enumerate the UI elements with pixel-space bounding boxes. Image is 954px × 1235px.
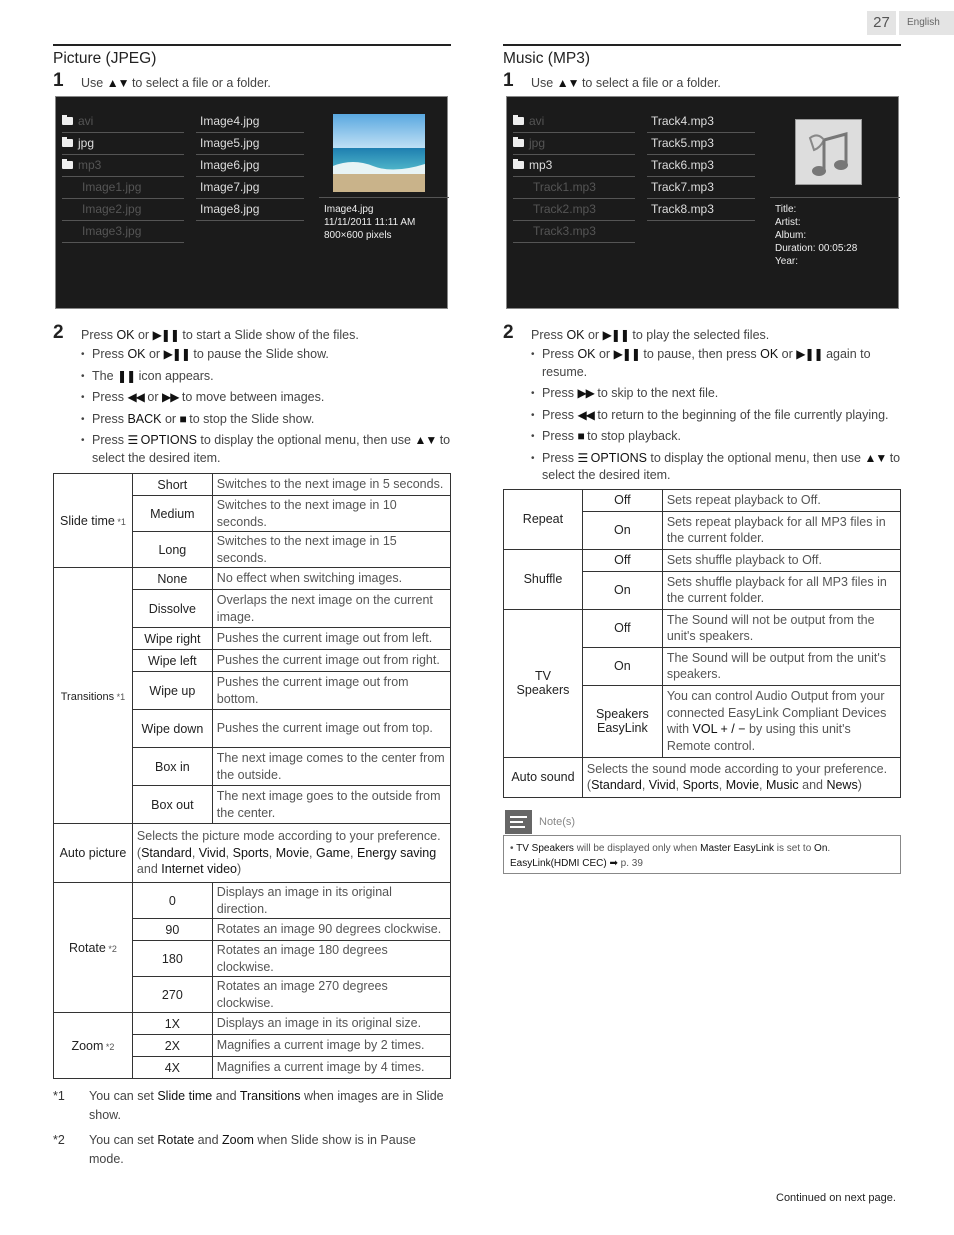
category-label: Repeat xyxy=(522,512,564,526)
key-label: Sports xyxy=(682,778,719,792)
folder-item[interactable] xyxy=(62,133,184,155)
instruction-item xyxy=(531,346,901,381)
info-line: Duration: 00:05:28 xyxy=(775,243,858,254)
info-line: Artist: xyxy=(775,217,801,228)
info-line: 11/11/2011 11:11 AM xyxy=(324,217,416,228)
remote-button-icon: ◀◀ xyxy=(577,407,594,422)
category-label: Auto picture xyxy=(59,846,127,860)
folder-icon xyxy=(62,139,73,147)
step-1 xyxy=(53,70,451,96)
option-value: 180 xyxy=(132,941,212,977)
key-label: Game xyxy=(316,845,351,860)
key-label: Vivid xyxy=(648,778,676,792)
text: to pause, then press xyxy=(639,347,761,361)
option-description: Pushes the current image out from left. xyxy=(212,628,450,650)
text: to select a file or a folder. xyxy=(128,76,271,90)
key-label: News xyxy=(826,778,858,792)
text: Press xyxy=(81,328,117,342)
text: to start a Slide show of the files. xyxy=(178,328,359,342)
text: Press xyxy=(542,347,578,361)
up-down-arrows-icon: ▲▼ xyxy=(106,76,129,90)
page-number-badge: 27 xyxy=(867,11,896,35)
option-description: The next image comes to the center from the outside. xyxy=(212,748,450,786)
option-value: Off xyxy=(582,609,662,647)
text: to play the selected files. xyxy=(628,328,770,342)
option-description: The Sound will not be output from the unit's speakers. xyxy=(662,609,900,647)
category-label: Transitions xyxy=(60,690,115,703)
file-item[interactable]: Image7.jpg xyxy=(196,177,304,199)
option-value: Long xyxy=(132,532,212,568)
option-description: Switches to the next image in 15 seconds. xyxy=(212,532,450,568)
key-label: Music xyxy=(765,778,799,792)
category-label: Shuffle xyxy=(523,572,563,586)
notes-title: Note(s) xyxy=(539,815,576,828)
file-item[interactable]: Track4.mp3 xyxy=(647,111,755,133)
text: to return to the beginning of the file currently playing. xyxy=(593,407,889,422)
instruction-item xyxy=(531,428,901,446)
instruction-item xyxy=(81,368,451,386)
table-row xyxy=(504,549,901,571)
key-label: ➡ xyxy=(609,857,618,869)
folder-icon xyxy=(62,117,73,125)
option-value: Wipe left xyxy=(132,650,212,672)
step-number: 1 xyxy=(53,70,64,91)
folder-icon xyxy=(513,139,524,147)
table-row xyxy=(504,757,901,797)
item-label: Image3.jpg xyxy=(82,224,142,238)
info-line: 800×600 pixels xyxy=(324,230,392,241)
option-category xyxy=(504,609,583,757)
text: will be displayed only when xyxy=(573,842,701,854)
item-label: avi xyxy=(529,114,545,128)
step-text xyxy=(531,328,769,342)
instruction-item xyxy=(81,389,451,407)
step-number: 2 xyxy=(53,322,64,343)
step-number: 1 xyxy=(503,70,514,91)
text: Press xyxy=(92,411,128,426)
key-label: OK xyxy=(127,347,146,361)
up-down-arrows-icon: ▲▼ xyxy=(556,76,579,90)
footnote-ref: *2 xyxy=(105,943,117,954)
text: , xyxy=(675,778,683,792)
option-description: Pushes the current image out from bottom. xyxy=(212,672,450,710)
text: to skip to the next file. xyxy=(593,386,719,400)
item-label: Track1.mp3 xyxy=(533,180,596,194)
option-category xyxy=(54,824,133,883)
option-value: Off xyxy=(582,549,662,571)
continued-label: Continued on next page. xyxy=(776,1192,896,1204)
option-category xyxy=(504,489,583,549)
category-label: TV Speakers xyxy=(516,669,570,697)
footnote-label: *2 xyxy=(53,1133,65,1147)
key-label: EasyLink(HDMI CEC) xyxy=(510,857,610,869)
text: ) xyxy=(237,862,242,877)
text: Selects the sound mode according to your preference. ( xyxy=(586,761,888,792)
panel-divider xyxy=(319,197,449,198)
option-value: 0 xyxy=(132,883,212,919)
option-description: No effect when switching images. xyxy=(212,568,450,590)
option-description: Overlaps the next image on the current image. xyxy=(212,590,450,628)
option-category xyxy=(54,474,133,568)
footnote xyxy=(53,1087,451,1125)
text: to display the optional menu, then use xyxy=(196,433,415,447)
key-label: Movie xyxy=(275,845,310,860)
option-description: Pushes the current image out from right. xyxy=(212,650,450,672)
key-label: Zoom xyxy=(222,1133,254,1147)
text: or xyxy=(145,347,164,361)
remote-button-icon: ☰ xyxy=(577,450,588,465)
option-description: Rotates an image 90 degrees clockwise. xyxy=(212,919,450,941)
option-value: On xyxy=(582,571,662,609)
text: to select the desired item. xyxy=(92,433,451,465)
footnote-label: *1 xyxy=(53,1089,65,1103)
key-label: Standard xyxy=(141,845,192,860)
file-item[interactable]: Image4.jpg xyxy=(196,111,304,133)
key-label: VOL + / − xyxy=(692,722,746,736)
remote-button-icon: ◀◀ xyxy=(127,390,144,404)
beach-thumbnail xyxy=(333,114,425,192)
text: Press xyxy=(92,433,128,447)
text: or xyxy=(143,390,162,404)
music-mp3-section xyxy=(503,44,901,874)
text: or xyxy=(584,328,603,342)
notes-header xyxy=(503,810,901,834)
text: or xyxy=(134,328,153,342)
option-description: Magnifies a current image by 4 times. xyxy=(212,1057,450,1079)
info-line: Album: xyxy=(775,230,807,241)
option-value: Speakers EasyLink xyxy=(582,685,662,757)
item-label: mp3 xyxy=(78,158,102,172)
footnote xyxy=(53,1131,451,1169)
option-value: None xyxy=(132,568,212,590)
step-text xyxy=(81,76,271,90)
key-label: OK xyxy=(577,347,596,361)
text: and xyxy=(136,862,162,877)
item-label: Track3.mp3 xyxy=(533,224,596,238)
option-description xyxy=(662,685,900,757)
text: . xyxy=(827,842,831,854)
text: Press xyxy=(542,429,578,443)
table-row xyxy=(504,609,901,647)
text: when images are in Slide show. xyxy=(89,1089,444,1122)
text: Selects the picture mode according to your preference. ( xyxy=(136,829,441,860)
option-value: 270 xyxy=(132,977,212,1013)
text: to select the desired item. xyxy=(542,450,901,482)
option-description: Switches to the next image in 10 seconds. xyxy=(212,496,450,532)
file-browser-screen xyxy=(506,96,899,309)
option-value: 1X xyxy=(132,1013,212,1035)
text: to select a file or a folder. xyxy=(578,76,721,90)
option-description: Displays an image in its original size. xyxy=(212,1013,450,1035)
text: Press xyxy=(542,450,578,465)
remote-button-icon: ❚❚ xyxy=(117,368,136,383)
key-label: OPTIONS xyxy=(137,433,197,447)
table-row xyxy=(54,883,451,919)
option-value: Wipe up xyxy=(132,672,212,710)
option-value: On xyxy=(582,647,662,685)
text: and xyxy=(212,1089,240,1103)
remote-button-icon: ☰ xyxy=(127,433,138,447)
key-label: Sports xyxy=(232,845,269,860)
info-line: Year: xyxy=(775,256,798,267)
text: Press xyxy=(92,347,128,361)
section-title: Picture (JPEG) xyxy=(53,44,451,72)
text: icon appears. xyxy=(135,368,214,383)
category-label: Auto sound xyxy=(511,770,575,784)
option-value: On xyxy=(582,511,662,549)
item-label: Track2.mp3 xyxy=(533,202,596,216)
option-category xyxy=(504,757,583,797)
file-item[interactable]: Track5.mp3 xyxy=(647,133,755,155)
instruction-item xyxy=(81,432,451,467)
key-label: Standard xyxy=(591,778,642,792)
file-item[interactable]: Image6.jpg xyxy=(196,155,304,177)
key-label: Transitions xyxy=(239,1089,301,1103)
item-label: mp3 xyxy=(529,158,553,172)
table-row xyxy=(54,474,451,496)
step-number: 2 xyxy=(503,322,514,343)
option-category xyxy=(54,568,133,824)
play-pause-icon: ▶❚❚ xyxy=(152,328,179,342)
key-label: Rotate xyxy=(157,1133,195,1147)
step-text xyxy=(531,76,721,90)
ok-key: OK xyxy=(566,328,585,342)
item-label: Image1.jpg xyxy=(82,180,142,194)
text: • xyxy=(510,842,517,854)
text: or xyxy=(595,347,614,361)
key-label: TV Speakers xyxy=(516,842,574,854)
file-item[interactable] xyxy=(62,221,184,243)
text: Press xyxy=(531,328,567,342)
remote-button-icon: ▶▶ xyxy=(577,386,594,400)
option-value: Medium xyxy=(132,496,212,532)
option-category xyxy=(54,883,133,1013)
instruction-item xyxy=(81,346,451,364)
text: Use xyxy=(531,76,557,90)
key-label: BACK xyxy=(127,411,162,426)
text: to stop the Slide show. xyxy=(185,411,315,426)
notes-icon xyxy=(505,810,532,834)
remote-button-icon: ▲▼ xyxy=(414,433,437,447)
step-2 xyxy=(503,322,901,346)
folder-item[interactable] xyxy=(513,155,635,177)
category-label: Zoom xyxy=(71,1038,104,1053)
text: by using this unit's Remote control. xyxy=(666,722,851,753)
option-description: Rotates an image 270 degrees clockwise. xyxy=(212,977,450,1013)
option-value: 4X xyxy=(132,1057,212,1079)
option-value: 90 xyxy=(132,919,212,941)
text: to pause the Slide show. xyxy=(189,347,329,361)
step-2 xyxy=(53,322,451,346)
option-category xyxy=(54,1013,133,1079)
step-1 xyxy=(503,70,901,96)
file-item[interactable] xyxy=(513,199,635,221)
instruction-item xyxy=(81,411,451,429)
text: The xyxy=(92,368,118,383)
table-row xyxy=(54,1013,451,1035)
info-line: Title: xyxy=(775,204,797,215)
option-value: Box in xyxy=(132,748,212,786)
text: and xyxy=(798,778,827,792)
instruction-item xyxy=(531,450,901,485)
key-label: OPTIONS xyxy=(587,450,647,465)
file-item[interactable] xyxy=(62,177,184,199)
remote-button-icon: ▲▼ xyxy=(864,450,887,465)
file-item[interactable] xyxy=(513,177,635,199)
text: again to resume. xyxy=(542,347,871,379)
option-value: 2X xyxy=(132,1035,212,1057)
text: to display the optional menu, then use xyxy=(646,450,865,465)
category-label: Rotate xyxy=(69,940,106,955)
text: ) xyxy=(857,778,862,792)
folder-item[interactable] xyxy=(513,111,635,133)
category-label: Slide time xyxy=(60,513,115,528)
file-item[interactable]: Track6.mp3 xyxy=(647,155,755,177)
option-description: Sets shuffle playback to Off. xyxy=(662,549,900,571)
item-label: jpg xyxy=(529,136,546,150)
footnote-ref: *1 xyxy=(114,516,126,527)
text: You can control Audio Output from your connected EasyLink Compliant Devices with xyxy=(666,689,887,736)
key-label: Energy saving xyxy=(357,845,437,860)
info-line: Image4.jpg xyxy=(324,204,374,215)
instruction-item xyxy=(531,385,901,403)
instruction-list xyxy=(531,346,901,485)
key-label: Slide time xyxy=(157,1089,213,1103)
section-title: Music (MP3) xyxy=(503,44,901,72)
folder-item[interactable] xyxy=(62,155,184,177)
file-browser-screen xyxy=(55,96,448,309)
file-info xyxy=(324,203,415,242)
text: , xyxy=(309,845,316,860)
key-label: On xyxy=(814,842,828,854)
option-description: Magnifies a current image by 2 times. xyxy=(212,1035,450,1057)
notes-body xyxy=(503,835,901,874)
instruction-item xyxy=(531,407,901,425)
footnote-ref: *1 xyxy=(114,691,126,702)
option-description: Sets shuffle playback for all MP3 files in the current folder. xyxy=(662,571,900,609)
option-value: Wipe down xyxy=(132,710,212,748)
file-item[interactable] xyxy=(513,221,635,243)
text: is set to xyxy=(774,842,815,854)
language-badge: English xyxy=(899,11,954,35)
text: , xyxy=(641,778,649,792)
text: Press xyxy=(542,407,578,422)
text: when Slide show is in Pause mode. xyxy=(89,1133,416,1166)
panel-divider xyxy=(770,197,900,198)
option-value: Short xyxy=(132,474,212,496)
option-description: Displays an image in its original direction. xyxy=(212,883,450,919)
key-label: Movie xyxy=(725,778,760,792)
remote-button-icon: ■ xyxy=(577,429,584,443)
folder-icon xyxy=(62,161,73,169)
remote-button-icon: ▶▶ xyxy=(161,390,179,404)
text: Press xyxy=(542,386,578,400)
instruction-list xyxy=(81,346,451,467)
key-label: Internet video xyxy=(161,862,238,877)
option-description: The Sound will be output from the unit's speakers. xyxy=(662,647,900,685)
text: and xyxy=(194,1133,222,1147)
item-label: avi xyxy=(78,114,94,128)
option-value: Wipe right xyxy=(132,628,212,650)
text: , xyxy=(718,778,726,792)
table-row xyxy=(54,568,451,590)
option-description: Sets repeat playback for all MP3 files in the current folder. xyxy=(662,511,900,549)
file-item[interactable]: Image5.jpg xyxy=(196,133,304,155)
text: , xyxy=(225,845,233,860)
step-text xyxy=(81,328,359,342)
option-description: The next image goes to the outside from the center. xyxy=(212,786,450,824)
remote-button-icon: ▶❚❚ xyxy=(796,347,823,361)
remote-button-icon: ▶❚❚ xyxy=(613,347,640,361)
text: Press xyxy=(92,390,128,404)
text: You can set xyxy=(89,1089,158,1103)
option-value: Box out xyxy=(132,786,212,824)
text: or xyxy=(161,411,180,426)
option-description xyxy=(582,757,900,797)
folder-item[interactable] xyxy=(62,111,184,133)
music-options-table xyxy=(503,489,901,798)
slideshow-options-table xyxy=(53,473,451,1079)
track-info xyxy=(775,203,857,268)
folder-item[interactable] xyxy=(513,133,635,155)
music-note-icon xyxy=(795,119,862,185)
key-label: Master EasyLink xyxy=(700,842,775,854)
text: You can set xyxy=(89,1133,158,1147)
table-row xyxy=(504,489,901,511)
folder-icon xyxy=(513,117,524,125)
text: to move between images. xyxy=(178,390,325,404)
option-value: Dissolve xyxy=(132,590,212,628)
file-item[interactable] xyxy=(62,199,184,221)
folder-icon xyxy=(513,161,524,169)
text: , xyxy=(268,845,276,860)
text: Use xyxy=(81,76,107,90)
key-label: Vivid xyxy=(198,845,226,860)
key-label: OK xyxy=(760,347,779,361)
picture-jpeg-section xyxy=(53,44,451,1169)
option-category xyxy=(504,549,583,609)
file-item[interactable]: Track8.mp3 xyxy=(647,199,755,221)
text: p. 39 xyxy=(617,857,643,869)
ok-key: OK xyxy=(116,328,135,342)
option-description: Rotates an image 180 degrees clockwise. xyxy=(212,941,450,977)
remote-button-icon: ■ xyxy=(179,411,186,426)
footnotes xyxy=(53,1087,451,1169)
play-pause-icon: ▶❚❚ xyxy=(602,328,629,342)
text: , xyxy=(350,845,357,860)
file-item[interactable]: Track7.mp3 xyxy=(647,177,755,199)
footnote-ref: *2 xyxy=(103,1041,115,1052)
option-description: Sets repeat playback to Off. xyxy=(662,489,900,511)
text: , xyxy=(191,845,199,860)
text: or xyxy=(778,347,797,361)
option-description xyxy=(132,824,450,883)
file-item[interactable]: Image8.jpg xyxy=(196,199,304,221)
table-row xyxy=(54,824,451,883)
option-description: Switches to the next image in 5 seconds. xyxy=(212,474,450,496)
item-label: Image2.jpg xyxy=(82,202,142,216)
option-description: Pushes the current image out from top. xyxy=(212,710,450,748)
text: , xyxy=(759,778,766,792)
text: to stop playback. xyxy=(583,429,681,443)
remote-button-icon: ▶❚❚ xyxy=(163,347,190,361)
item-label: jpg xyxy=(78,136,95,150)
option-value: Off xyxy=(582,489,662,511)
